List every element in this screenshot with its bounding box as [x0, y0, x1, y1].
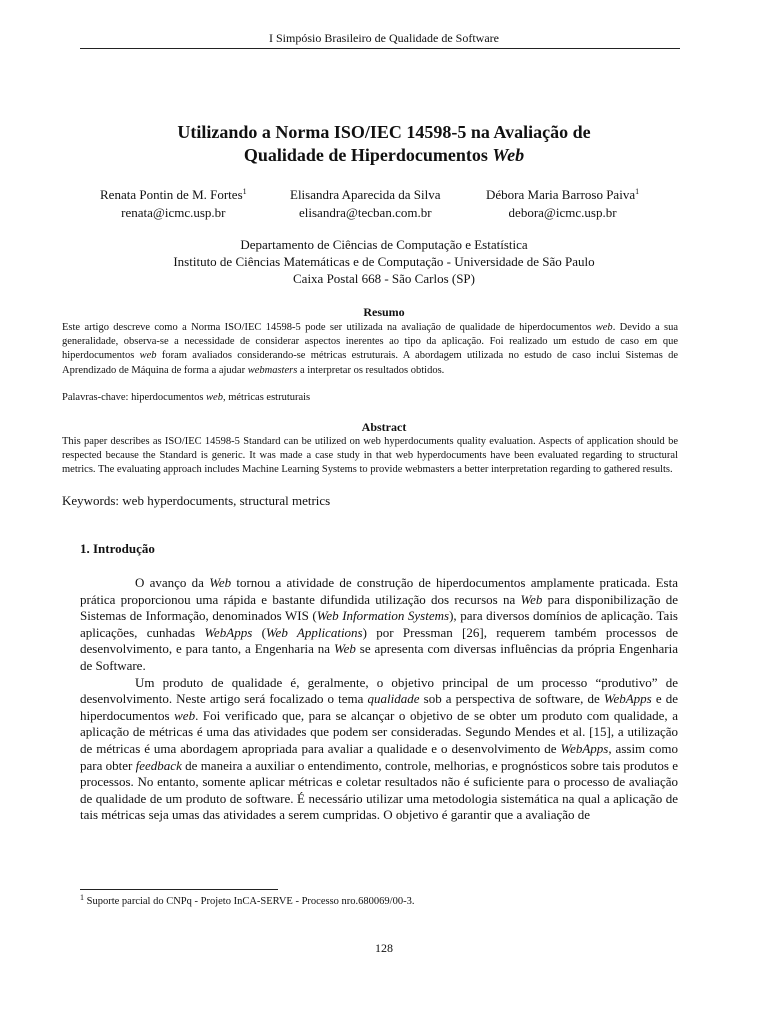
palavras-chave: Palavras-chave: hiperdocumentos web, métricas estruturais: [62, 392, 311, 403]
affiliation-line-1: Departamento de Ciências de Computação e Estatística: [240, 237, 528, 252]
intro-paragraph-2: Um produto de qualidade é, geralmente, o objetivo principal de um processo “produtivo” de desenvolvimento. Neste artigo será focalizado o tema qualidade sob a perspectiva de software, de WebApps e de hiperdocumentos web. Foi verificado que, para se alcançar o objetivo de se obter um produto com qualidade, a aplicação de métricas é uma das atividades que podem ser consideradas. Segundo Mendes et al. [15], a utilização de métricas é uma abordagem apropriada para avaliar a qualidade e o desenvolvimento de WebApps, assim como para obter feedback de maneira a auxiliar o entendimento, controle, melhorias, e prognósticos sobre tais produtos e processos. No entanto, somente aplicar métricas e coletar resultados não é suficiente para o processo de avaliação de qualidade de um produto de software. É necessário utilizar uma metodologia sistemática na qual a aplicação de tais métricas seja umas das atividades a serem cumpridas. O objetivo é garantir que a avaliação de: [80, 674, 678, 823]
page-number: 128: [375, 941, 393, 955]
author-name: Elisandra Aparecida da Silva: [290, 187, 441, 202]
abstract-heading: Abstract: [361, 420, 407, 434]
abstract-text: This paper describes as ISO/IEC 14598-5 Standard can be utilized on web hyperdocuments quality evaluation. Aspects of application should be respected because the Standard is generic. It was made a case study in that web hyperdocuments have been evaluated regarding to structural metrics. The evaluating approach includes Machine Learning Systems to provide webmasters a better interpretation regarding to gathered results.: [62, 436, 678, 476]
header-rule: [80, 48, 680, 49]
author-name: Renata Pontin de M. Fortes$^1$: [100, 187, 247, 202]
intro-paragraph-1: O avanço da Web tornou a atividade de construção de hiperdocumentos amplamente praticada. Esta prática proporcionou uma rápida e bastante difundida utilização dos recursos na Web para disponibilização de Sistemas de Informação, denominados WIS (Web Information Systems), para diversos domínios de aplicação. Tais aplicações, cunhadas WebApps (Web Applications) por Pressman [26], requerem também processos de desenvolvimento, e para tanto, a Engenharia na Web se apresenta com diversas influências da própria Engenharia de Software.: [80, 575, 679, 673]
footnote-rule: [80, 889, 278, 890]
intro-heading: 1. Introdução: [80, 541, 155, 556]
author-1: [100, 186, 247, 222]
paper-title: [80, 121, 688, 167]
affiliation-line-3: Caixa Postal 668 - São Carlos (SP): [293, 271, 475, 286]
resumo-text: Este artigo descreve como a Norma ISO/IEC 14598-5 pode ser utilizada na avaliação de qualidade de hiperdocumentos web. Devido a sua generalidade, observa-se a necessidade de considerar aspectos inerentes ao tipo da aplicação. Foi realizado um estudo de caso em que hiperdocumentos web foram avaliados considerando-se métricas estruturais. A abordagem utilizada no estudo de caso inclui Sistemas de Aprendizado de Máquina de forma a ajudar webmasters a interpretar os resultados obtidos.: [62, 322, 678, 376]
author-email: elisandra@tecban.com.br: [299, 205, 432, 220]
affiliation-line-2: Instituto de Ciências Matemáticas e de Computação - Universidade de São Paulo: [173, 254, 595, 269]
author-2: [290, 186, 441, 222]
affiliation: [80, 236, 688, 287]
resumo-heading: Resumo: [363, 305, 405, 319]
intro-body: [80, 575, 678, 824]
running-header: I Simpósio Brasileiro de Qualidade de Software: [269, 31, 499, 45]
footnote: $^1$ Suporte parcial do CNPq - Projeto InCA-SERVE - Processo nro.680069/00-3.: [80, 893, 415, 907]
author-3: [486, 186, 639, 222]
author-name: Débora Maria Barroso Paiva$^1$: [486, 187, 640, 202]
author-email: renata@icmc.usp.br: [121, 205, 226, 220]
title-line-1: Utilizando a Norma ISO/IEC 14598-5 na Avaliação de: [177, 122, 591, 142]
title-line-2: Qualidade de Hiperdocumentos Web: [243, 145, 525, 165]
keywords: Keywords: web hyperdocuments, structural metrics: [62, 493, 331, 508]
author-email: debora@icmc.usp.br: [508, 205, 617, 220]
